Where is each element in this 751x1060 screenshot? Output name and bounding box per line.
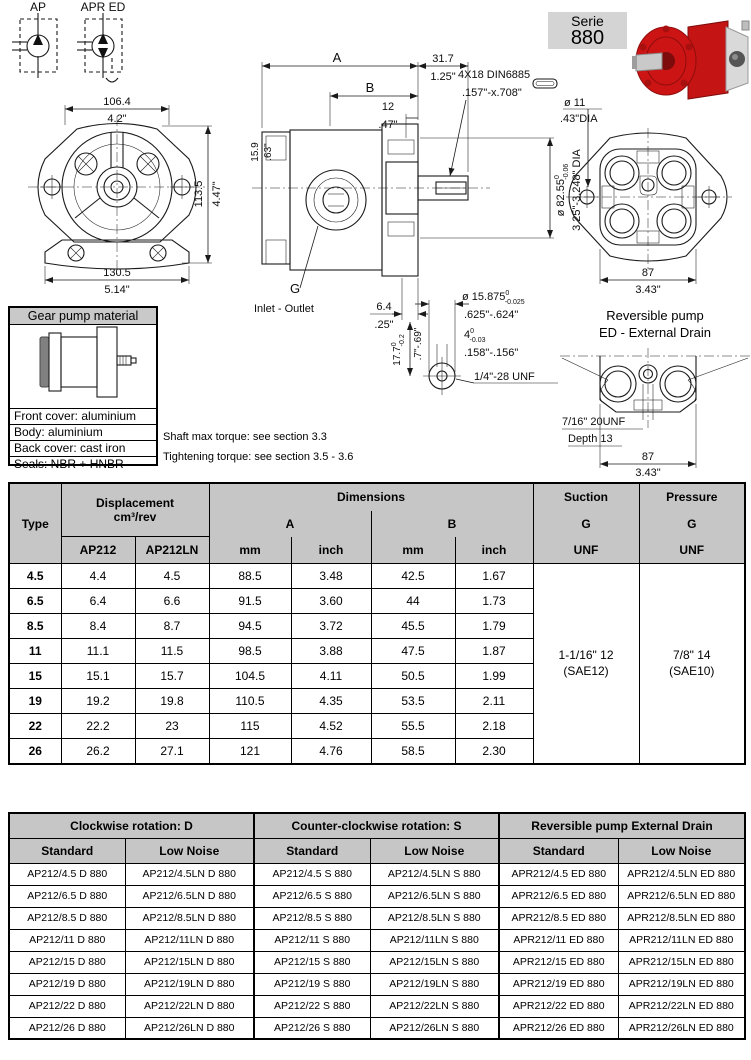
ordering-table-body — [9, 863, 745, 1039]
table-cell: 1.87 — [455, 639, 533, 664]
material-box — [8, 306, 158, 471]
table-row — [9, 885, 745, 907]
shaft-len-in: .7"-.69" — [413, 327, 424, 361]
col-header-pressure — [639, 483, 745, 564]
table-cell: AP212/6.5LN S 880 — [370, 885, 499, 907]
table-cell: 98.5 — [209, 639, 291, 664]
drain-width-in: 3.43" — [635, 467, 661, 479]
material-row: Seals: NBR + HNBR — [10, 456, 156, 472]
table-cell: 2.11 — [455, 689, 533, 714]
table-cell: 50.5 — [371, 664, 455, 689]
pressure-g: G — [687, 517, 697, 531]
shaft-length-in: 1.25" — [430, 71, 456, 83]
table-row — [9, 973, 745, 995]
table-cell: AP212/11LN D 880 — [125, 929, 254, 951]
table-cell: 15.1 — [61, 664, 135, 689]
col-header-b-inch: inch — [455, 537, 533, 564]
key-profile-icon — [533, 79, 557, 88]
table-cell: APR212/8.5 ED 880 — [499, 907, 618, 929]
table-cell: AP212/11 S 880 — [254, 929, 370, 951]
drain-width-mm: 87 — [641, 451, 655, 463]
apred-symbol-icon — [77, 13, 122, 82]
front-width-mm: 106.4 — [103, 96, 131, 108]
bolt-hole-dia-in: .43"DIA — [560, 113, 598, 125]
rear-width-in: 3.43" — [635, 284, 661, 296]
bolt-hole-dia-mm: ø 11 — [564, 97, 586, 109]
dimensions-table-body — [9, 564, 745, 764]
dimensions-table — [8, 482, 746, 765]
hydraulic-symbols-drawing — [8, 0, 138, 92]
table-cell: 23 — [135, 714, 209, 739]
table-cell: APR212/19 ED 880 — [499, 973, 618, 995]
pilot-dia-mm: ø 82.55$^0$ -0.06 — [554, 163, 570, 217]
col-header-type: Type — [9, 483, 61, 564]
table-cell: AP212/4.5LN S 880 — [370, 863, 499, 885]
key-callout-line1: 4X18 DIN6885 — [458, 69, 531, 81]
suction-g: G — [581, 517, 591, 531]
table-cell: AP212/8.5 S 880 — [254, 907, 370, 929]
ap-symbol-icon — [12, 13, 57, 78]
pressure-line1: Pressure — [666, 490, 718, 504]
col-header-b: B — [371, 511, 533, 537]
table-cell: 4.52 — [291, 714, 371, 739]
table-cell: 42.5 — [371, 564, 455, 589]
front-view-drawing — [22, 92, 254, 298]
table-cell: 88.5 — [209, 564, 291, 589]
table-cell: APR212/22 ED 880 — [499, 995, 618, 1017]
dim-b-label: B — [365, 80, 375, 95]
table-cell: 44 — [371, 589, 455, 614]
reversible-pump-line1: Reversible pump — [606, 308, 704, 323]
table-cell: AP212/4.5 D 880 — [9, 863, 125, 885]
table-cell: 11 — [9, 639, 61, 664]
table-cell: 115 — [209, 714, 291, 739]
suction-unf: UNF — [573, 543, 599, 557]
col-header-dimensions: Dimensions — [209, 483, 533, 511]
table-cell: APR212/11LN ED 880 — [618, 929, 745, 951]
table-cell: AP212/22 D 880 — [9, 995, 125, 1017]
ordering-table — [8, 812, 746, 1040]
key-width-mm: $4^0$ -0.03 — [464, 328, 486, 344]
displacement-line2: cm³/rev — [113, 510, 157, 525]
table-cell: 121 — [209, 739, 291, 764]
reversible-pump-caption — [560, 307, 750, 341]
table-cell: 6.6 — [135, 589, 209, 614]
table-cell: APR212/6.5LN ED 880 — [618, 885, 745, 907]
table-cell: 19.8 — [135, 689, 209, 714]
shaft-detail-drawing — [390, 280, 565, 408]
table-cell: AP212/11LN S 880 — [370, 929, 499, 951]
table-cell: APR212/15 ED 880 — [499, 951, 618, 973]
table-cell: AP212/19LN D 880 — [125, 973, 254, 995]
material-row: Body: aluminium — [10, 424, 156, 440]
table-cell: 19 — [9, 689, 61, 714]
table-cell: AP212/6.5LN D 880 — [125, 885, 254, 907]
key-width-in: .158"-.156" — [464, 347, 519, 359]
table-cell: AP212/11 D 880 — [9, 929, 125, 951]
table-row — [9, 929, 745, 951]
table-cell: 22 — [9, 714, 61, 739]
flange-lip-in: .47" — [378, 119, 398, 131]
group-header-reversible: Reversible pump External Drain — [499, 813, 745, 838]
col-header-ap212: AP212 — [61, 537, 135, 564]
dim-a-label: A — [332, 50, 342, 65]
series-label: Serie — [571, 13, 604, 29]
group-header-counterclockwise: Counter-clockwise rotation: S — [254, 813, 499, 838]
table-cell: 6.4 — [61, 589, 135, 614]
center-thread-label: 1/4"-28 UNF — [474, 371, 535, 383]
tightening-torque-note: Tightening torque: see section 3.5 - 3.6 — [163, 451, 354, 463]
table-cell: 15.7 — [135, 664, 209, 689]
col-header-displacement — [61, 483, 209, 537]
table-cell: AP212/15 D 880 — [9, 951, 125, 973]
table-cell: 4.5 — [135, 564, 209, 589]
table-cell: APR212/6.5 ED 880 — [499, 885, 618, 907]
table-cell: AP212/19LN S 880 — [370, 973, 499, 995]
table-cell: 3.72 — [291, 614, 371, 639]
reversible-pump-line2: ED - External Drain — [599, 325, 711, 340]
table-cell: 53.5 — [371, 689, 455, 714]
table-cell: AP212/26 S 880 — [254, 1017, 370, 1039]
tip-mm: 6.4 — [376, 301, 392, 313]
table-cell: 2.30 — [455, 739, 533, 764]
ap-symbol-label: AP — [29, 0, 47, 14]
table-cell: AP212/26LN D 880 — [125, 1017, 254, 1039]
material-row: Front cover: aluminium — [10, 408, 156, 424]
col-header-ap212ln: AP212LN — [135, 537, 209, 564]
table-cell: 22.2 — [61, 714, 135, 739]
table-cell: 4.4 — [61, 564, 135, 589]
series-badge — [548, 12, 627, 49]
tip-in: .25" — [374, 319, 394, 331]
pilot-dia-in: 3.25"-3.248" DIA — [571, 149, 583, 231]
front-height-in: 4.47" — [211, 181, 223, 207]
table-cell: APR212/8.5LN ED 880 — [618, 907, 745, 929]
table-cell: AP212/22LN S 880 — [370, 995, 499, 1017]
table-cell: AP212/4.5LN D 880 — [125, 863, 254, 885]
pump-photo — [630, 13, 750, 99]
table-cell: 8.5 — [9, 614, 61, 639]
table-cell: AP212/22LN D 880 — [125, 995, 254, 1017]
table-cell: 47.5 — [371, 639, 455, 664]
table-cell: 45.5 — [371, 614, 455, 639]
table-cell: 91.5 — [209, 589, 291, 614]
rear-view-drawing — [560, 92, 750, 307]
front-height-mm: 113.5 — [193, 180, 205, 208]
front-base-in: 5.14" — [104, 284, 130, 296]
drain-depth-label: Depth 13 — [568, 433, 613, 445]
group-header-clockwise: Clockwise rotation: D — [9, 813, 254, 838]
port-boss-mm: 15.9 — [250, 142, 261, 162]
suction-line1: Suction — [564, 490, 609, 504]
table-cell: AP212/15 S 880 — [254, 951, 370, 973]
shaft-dia-in: .625"-.624" — [464, 309, 519, 321]
table-cell: APR212/11 ED 880 — [499, 929, 618, 951]
table-cell: APR212/19LN ED 880 — [618, 973, 745, 995]
table-row — [9, 564, 745, 589]
table-cell: 8.4 — [61, 614, 135, 639]
table-cell: 6.5 — [9, 589, 61, 614]
table-cell: 11.5 — [135, 639, 209, 664]
rear-width-mm: 87 — [641, 267, 655, 279]
sub-header-standard-ed: Standard — [499, 838, 618, 863]
table-cell: 3.88 — [291, 639, 371, 664]
suction-value: 1-1/16" 12 (SAE12) — [533, 564, 639, 764]
flange-lip-mm: 12 — [381, 101, 395, 113]
table-cell: 4.35 — [291, 689, 371, 714]
apred-symbol-label: APR ED — [80, 0, 126, 14]
table-cell: 3.48 — [291, 564, 371, 589]
front-width-in: 4.2" — [107, 113, 127, 125]
table-cell: AP212/6.5 D 880 — [9, 885, 125, 907]
table-cell: 27.1 — [135, 739, 209, 764]
table-cell: AP212/22 S 880 — [254, 995, 370, 1017]
material-row: Back cover: cast iron — [10, 440, 156, 456]
table-cell: 58.5 — [371, 739, 455, 764]
table-cell: 94.5 — [209, 614, 291, 639]
table-cell: APR212/26LN ED 880 — [618, 1017, 745, 1039]
table-cell: AP212/8.5 D 880 — [9, 907, 125, 929]
table-cell: AP212/19 S 880 — [254, 973, 370, 995]
displacement-line1: Displacement — [95, 496, 175, 511]
table-cell: 110.5 — [209, 689, 291, 714]
table-cell: 1.73 — [455, 589, 533, 614]
table-cell: 2.18 — [455, 714, 533, 739]
shaft-length-mm: 31.7 — [432, 53, 454, 65]
shaft-len-mm: 17.7$^0$-0.2 — [391, 334, 406, 366]
port-boss-in: .63" — [263, 143, 274, 161]
col-header-suction — [533, 483, 639, 564]
table-row — [9, 951, 745, 973]
table-row — [9, 995, 745, 1017]
table-cell: 1.79 — [455, 614, 533, 639]
table-cell: 1.99 — [455, 664, 533, 689]
material-pump-icon — [10, 325, 156, 403]
table-cell: 11.1 — [61, 639, 135, 664]
table-cell: 26.2 — [61, 739, 135, 764]
col-header-a: A — [209, 511, 371, 537]
table-cell: 26 — [9, 739, 61, 764]
table-cell: AP212/4.5 S 880 — [254, 863, 370, 885]
table-row — [9, 1017, 745, 1039]
table-cell: 19.2 — [61, 689, 135, 714]
sub-header-standard-s: Standard — [254, 838, 370, 863]
table-cell: 104.5 — [209, 664, 291, 689]
table-cell: AP212/6.5 S 880 — [254, 885, 370, 907]
table-cell: APR212/4.5 ED 880 — [499, 863, 618, 885]
table-cell: 4.76 — [291, 739, 371, 764]
table-cell: 15 — [9, 664, 61, 689]
table-cell: AP212/26 D 880 — [9, 1017, 125, 1039]
table-cell: AP212/19 D 880 — [9, 973, 125, 995]
table-cell: 1.67 — [455, 564, 533, 589]
table-cell: APR212/26 ED 880 — [499, 1017, 618, 1039]
sub-header-lownoise-s: Low Noise — [370, 838, 499, 863]
pressure-value: 7/8" 14 (SAE10) — [639, 564, 745, 764]
series-number: 880 — [570, 27, 605, 49]
col-header-b-mm: mm — [371, 537, 455, 564]
external-drain-drawing — [560, 348, 750, 480]
table-cell: 4.11 — [291, 664, 371, 689]
table-cell: 8.7 — [135, 614, 209, 639]
sub-header-lownoise-ed: Low Noise — [618, 838, 745, 863]
table-cell: APR212/4.5LN ED 880 — [618, 863, 745, 885]
table-cell: 3.60 — [291, 589, 371, 614]
table-cell: 4.5 — [9, 564, 61, 589]
col-header-a-mm: mm — [209, 537, 291, 564]
material-box-title: Gear pump material — [10, 308, 156, 325]
table-cell: APR212/15LN ED 880 — [618, 951, 745, 973]
port-g-label: G — [290, 281, 301, 296]
shaft-dia-mm: ø 15.875$^0$ -0.025 — [462, 290, 525, 306]
front-base-mm: 130.5 — [103, 267, 131, 279]
table-cell: AP212/8.5LN S 880 — [370, 907, 499, 929]
pressure-unf: UNF — [679, 543, 705, 557]
inlet-outlet-label: Inlet - Outlet — [254, 303, 314, 315]
sub-header-standard-d: Standard — [9, 838, 125, 863]
sub-header-lownoise-d: Low Noise — [125, 838, 254, 863]
shaft-torque-note: Shaft max torque: see section 3.3 — [163, 431, 327, 443]
table-cell: AP212/15LN S 880 — [370, 951, 499, 973]
table-cell: AP212/8.5LN D 880 — [125, 907, 254, 929]
table-row — [9, 907, 745, 929]
table-cell: AP212/15LN D 880 — [125, 951, 254, 973]
table-cell: 55.5 — [371, 714, 455, 739]
table-cell: APR212/22LN ED 880 — [618, 995, 745, 1017]
table-row — [9, 863, 745, 885]
table-cell: AP212/26LN S 880 — [370, 1017, 499, 1039]
key-callout-line2: .157"-x.708" — [462, 87, 522, 99]
drain-thread-label: 7/16" 20UNF — [562, 416, 626, 428]
col-header-a-inch: inch — [291, 537, 371, 564]
